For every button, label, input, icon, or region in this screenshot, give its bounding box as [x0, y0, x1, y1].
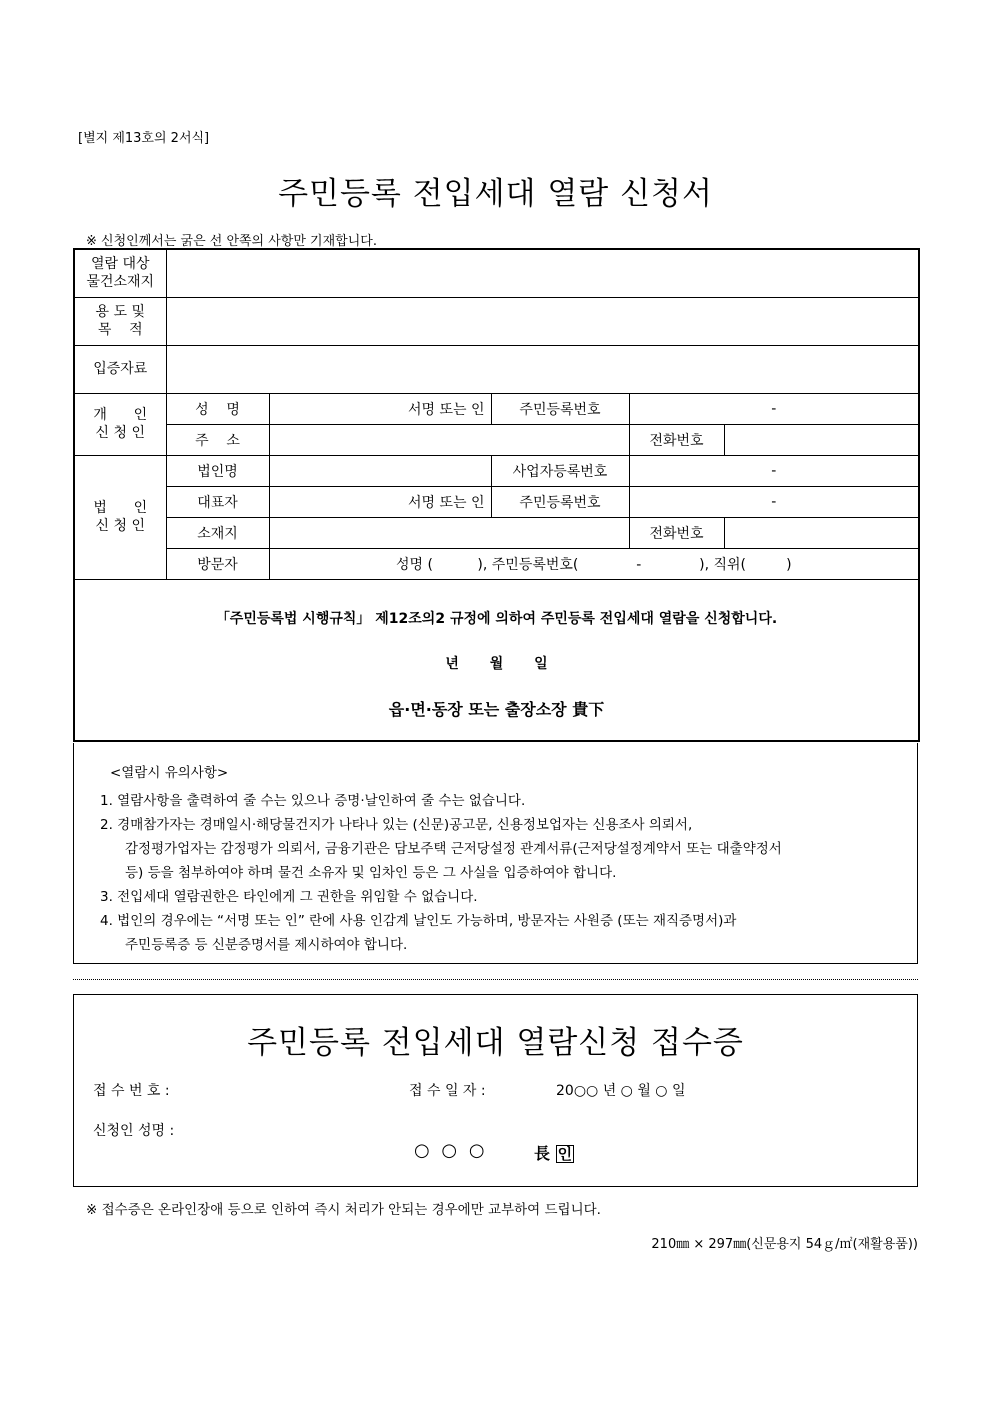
- biz-reg-field[interactable]: [629, 455, 919, 486]
- location-label: 소재지: [166, 517, 269, 548]
- official-name: ○ ○ ○: [414, 1140, 485, 1161]
- note-item: 4. 법인의 경우에는 “서명 또는 인” 란에 사용 인감계 날인도 가능하며, 방문자는 사원증 (또는 재직증명서)과: [100, 913, 737, 929]
- evidence-label: 입증자료: [74, 345, 166, 393]
- corp-phone-field[interactable]: [724, 517, 919, 548]
- biz-reg-label: 사업자등록번호: [491, 455, 629, 486]
- note-item: 등) 등을 첨부하여야 하며 물건 소유자 및 임차인 등은 그 사실을 입증하여야 합니다.: [125, 865, 617, 881]
- declaration-addressee: 읍·면·동장 또는 출장소장 貴下: [388, 699, 605, 719]
- cut-line: [73, 979, 918, 980]
- note-item: 3. 전입세대 열람권한은 타인에게 그 권한을 위임할 수 없습니다.: [100, 889, 478, 905]
- dash: -: [771, 462, 777, 479]
- note-item: 감정평가업자는 감정평가 의뢰서, 금융기관은 담보주택 근저당설정 관계서류(근저당설정계약서 또는 대출약정서: [125, 841, 782, 857]
- location-field[interactable]: [269, 517, 629, 548]
- corp-name-field[interactable]: [269, 455, 491, 486]
- receipt-title: 주민등록 전입세대 열람신청 접수증: [247, 1025, 744, 1061]
- rrn-label: 주민등록번호: [491, 393, 629, 424]
- target-location-label: 열람 대상 물건소재지: [74, 249, 166, 297]
- rep-label: 대표자: [166, 486, 269, 517]
- dash: -: [771, 400, 777, 417]
- page-title: 주민등록 전입세대 열람 신청서: [278, 176, 713, 212]
- dash: -: [771, 493, 777, 510]
- rrn-field[interactable]: [629, 393, 919, 424]
- note-item: 1. 열람사항을 출력하여 줄 수는 있으나 증명·날인하여 줄 수는 없습니다.: [100, 793, 526, 809]
- applicant-name-label: 신청인 성명 :: [93, 1123, 175, 1139]
- target-location-field[interactable]: [166, 249, 919, 297]
- note-item: 2. 경매참가자는 경매일시·해당물건지가 나타나 있는 (신문)공고문, 신용정보업자는 신용조사 의뢰서,: [100, 817, 693, 833]
- paper-spec: 210㎜ × 297㎜(신문용지 54ｇ/㎡(재활용품)): [651, 1237, 918, 1252]
- declaration-date: 년 월 일: [445, 655, 548, 672]
- address-field[interactable]: [269, 424, 629, 455]
- receipt-date-value: 20○○ 년 ○ 월 ○ 일: [556, 1083, 686, 1099]
- sign-or-seal-text: 서명 또는 인: [407, 401, 485, 418]
- seal-mark: 인: [557, 1145, 573, 1163]
- receipt-number-label: 접 수 번 호 :: [93, 1083, 170, 1099]
- address-label: 주 소: [166, 424, 269, 455]
- rep-rrn-field[interactable]: [629, 486, 919, 517]
- rep-rrn-label: 주민등록번호: [491, 486, 629, 517]
- name-label: 성 명: [166, 393, 269, 424]
- corp-phone-label: 전화번호: [629, 517, 724, 548]
- receipt-note: ※ 접수증은 온라인장애 등으로 인하여 즉시 처리가 안되는 경우에만 교부하여 드립니다.: [86, 1202, 601, 1218]
- rep-field[interactable]: [269, 486, 491, 517]
- phone-field[interactable]: [724, 424, 919, 455]
- individual-applicant-label: 개 인 신 청 인: [74, 393, 166, 455]
- receipt-section: [73, 994, 918, 1187]
- instruction-note: ※ 신청인께서는 굵은 선 안쪽의 사항만 기재합니다.: [86, 234, 377, 249]
- visitor-field[interactable]: [269, 548, 919, 579]
- evidence-field[interactable]: [166, 345, 919, 393]
- application-table: [73, 248, 920, 742]
- receipt-date-label: 접 수 일 자 :: [409, 1083, 486, 1099]
- corporate-applicant-label: 법 인 신 청 인: [74, 455, 166, 579]
- purpose-label: 용 도 및 목 적: [74, 297, 166, 345]
- declaration-section: [74, 579, 919, 741]
- notes-section: [73, 743, 918, 964]
- purpose-field[interactable]: [166, 297, 919, 345]
- declaration-text: 「주민등록법 시행규칙」 제12조의2 규정에 의하여 주민등록 전입세대 열람을 신청합니다.: [215, 610, 778, 627]
- chief-title: 長 인: [534, 1144, 573, 1163]
- notes-heading: <열람시 유의사항>: [110, 765, 229, 781]
- name-field[interactable]: [269, 393, 491, 424]
- visitor-label: 방문자: [166, 548, 269, 579]
- form-id: [별지 제13호의 2서식]: [78, 131, 210, 146]
- corp-name-label: 법인명: [166, 455, 269, 486]
- phone-label: 전화번호: [629, 424, 724, 455]
- visitor-line: 성명 ( ), 주민등록번호( - ), 직위( ): [395, 556, 792, 573]
- sign-or-seal-text: 서명 또는 인: [407, 494, 485, 511]
- note-item: 주민등록증 등 신분증명서를 제시하여야 합니다.: [125, 937, 408, 953]
